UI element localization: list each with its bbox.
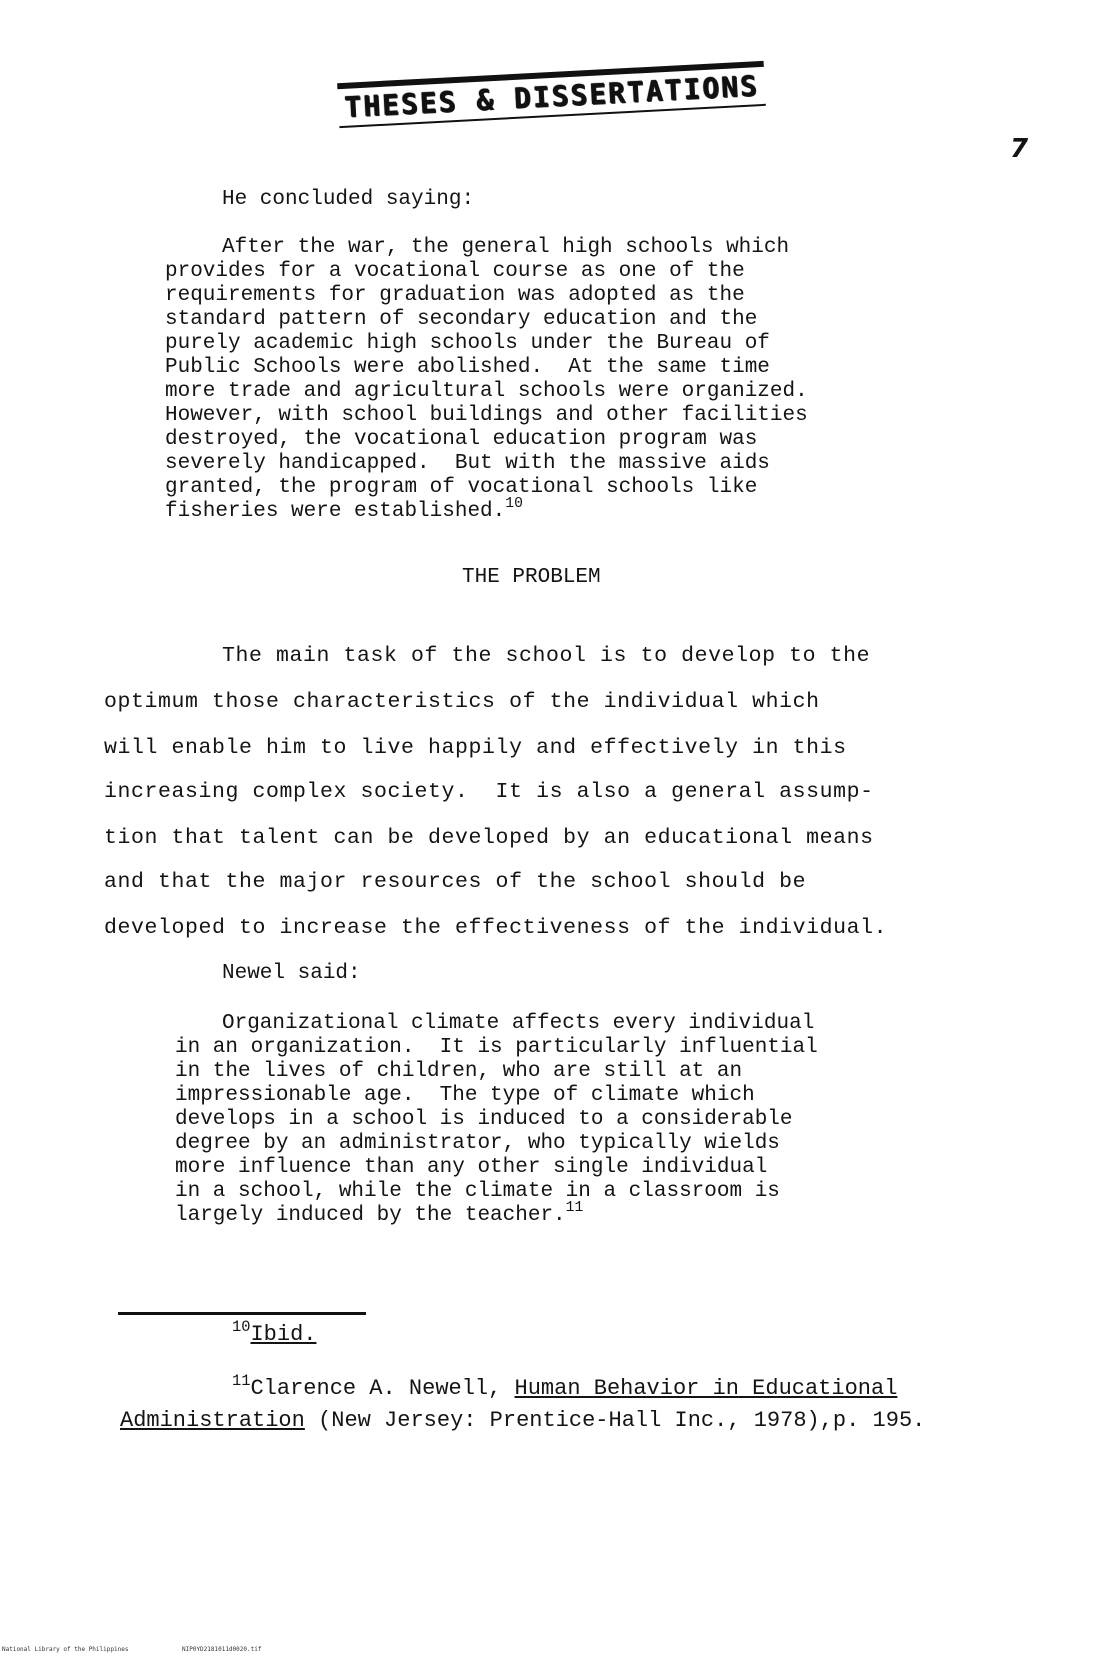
quote1-line: However, with school buildings and other facilities xyxy=(165,404,808,427)
quote1-line: After the war, the general high schools which xyxy=(222,236,790,259)
footer-library-credit: National Library of the Philippines xyxy=(2,1646,129,1653)
quote2-line: largely induced by the teacher.$^{11}$ xyxy=(175,1200,584,1227)
quote1-line: provides for a vocational course as one of the xyxy=(165,260,745,283)
footnote-separator xyxy=(118,1312,366,1315)
paragraph-line: developed to increase the effectiveness of the individual. xyxy=(104,916,888,940)
quote1-line: granted, the program of vocational schools like xyxy=(165,476,758,499)
quote1-line: fisheries were established.$^{10}$ xyxy=(165,496,523,523)
footer-file-name: NIP0YD2181011d0020.tif xyxy=(182,1646,262,1653)
section-heading: THE PROBLEM xyxy=(462,566,601,589)
quote1-line: purely academic high schools under the Bureau of xyxy=(165,332,770,355)
quote1-line: requirements for graduation was adopted as the xyxy=(165,284,745,307)
quote1-line: Public Schools were abolished. At the same time xyxy=(165,356,770,379)
footnote-11: $^{11}$Clarence A. Newell, Human Behavior in Educational xyxy=(232,1371,898,1401)
footnote-10: $^{10}$Ibid. xyxy=(232,1317,317,1347)
quote2-line: in a school, while the climate in a classroom is xyxy=(175,1180,780,1203)
quote1-line: destroyed, the vocational education program was xyxy=(165,428,758,451)
paragraph-line: increasing complex society. It is also a general assump- xyxy=(104,780,874,804)
paragraph-line: will enable him to live happily and effectively in this xyxy=(104,736,847,760)
footnote-ref-11: 11 xyxy=(565,1200,584,1217)
quote2-line: develops in a school is induced to a considerable xyxy=(175,1108,793,1131)
paragraph-line: tion that talent can be developed by an educational means xyxy=(104,826,874,850)
paragraph-line: The main task of the school is to develop to the xyxy=(222,644,871,668)
quote1-line: more trade and agricultural schools were organized. xyxy=(165,380,808,403)
footnote-ref-10: 10 xyxy=(505,496,523,513)
quote2-line: in the lives of children, who are still at an xyxy=(175,1060,743,1083)
page-number: 7 xyxy=(1010,134,1029,164)
quote2-line: Organizational climate affects every individual xyxy=(222,1012,815,1035)
quote2-line: impressionable age. The type of climate which xyxy=(175,1084,755,1107)
intro2-line: Newel said: xyxy=(222,962,361,985)
intro-line: He concluded saying: xyxy=(222,188,475,211)
quote2-line: in an organization. It is particularly influential xyxy=(175,1036,818,1059)
paragraph-line: optimum those characteristics of the individual which xyxy=(104,690,820,714)
footnote-11-cont: Administration (New Jersey: Prentice-Hall Inc., 1978),p. 195. xyxy=(120,1408,926,1433)
paragraph-line: and that the major resources of the school should be xyxy=(104,870,807,894)
quote1-line: severely handicapped. But with the massive aids xyxy=(165,452,770,475)
quote1-line: standard pattern of secondary education and the xyxy=(165,308,758,331)
theses-dissertations-stamp: THESES & DISSERTATIONS xyxy=(337,61,766,128)
quote2-line: degree by an administrator, who typically wields xyxy=(175,1132,780,1155)
quote2-line: more influence than any other single individual xyxy=(175,1156,768,1179)
